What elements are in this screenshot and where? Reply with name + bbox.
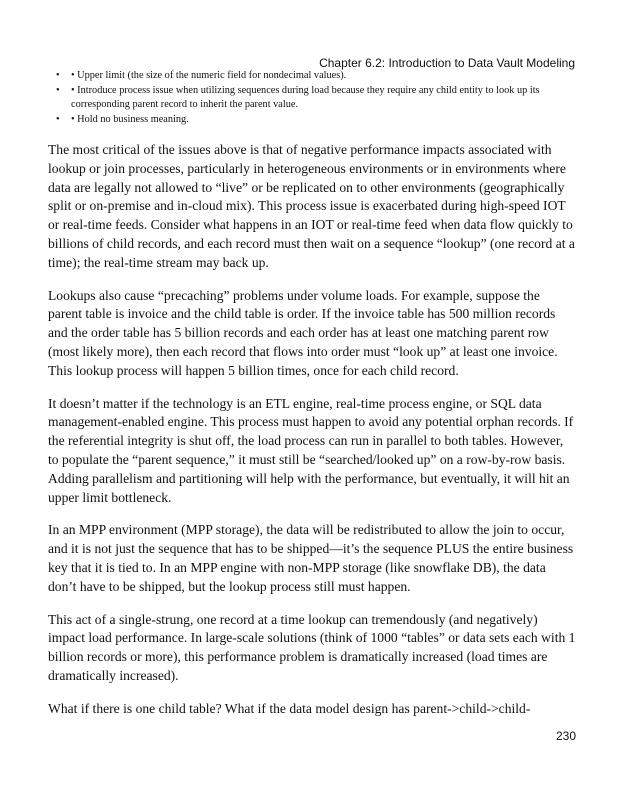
- paragraph: What if there is one child table? What if the data model design has parent->child->child-: [48, 700, 531, 716]
- paragraph: In an MPP environment (MPP storage), the data will be redistributed to allow the join to occur, and it is not just the sequence that has to be shipped—it’s the sequence PLUS the entire business key that it is tied to. In an MPP engine with non-MPP storage (like snowflake DB), the data don’t have to be shipped, but the lookup process still must happen.: [48, 522, 574, 594]
- bullet-item: [52, 84, 572, 113]
- bullet-item: [52, 69, 572, 84]
- bullet-marker: •: [56, 84, 60, 96]
- bullet-item: [52, 113, 572, 128]
- page-number: 230: [555, 729, 576, 743]
- bullet-list: [52, 69, 572, 127]
- paragraph: This act of a single-strung, one record at a time lookup can tremendously (and negatively) impact load performance. In large-scale solutions (think of 1000 “tables” or data sets each with 1 billion records or more), this performance problem is dramatically increased (load times are dramatically increased).: [48, 611, 576, 683]
- paragraph: It doesn’t matter if the technology is an ETL engine, real-time process engine, or SQL data management-enabled engine. This process must happen to avoid any potential orphan records. If the referential integrity is shut off, the load process can run in parallel to both tables. However, to populate the “parent sequence,” it must still be “searched/looked up” on a row-by-row basis. Adding parallelism and partitioning will help with the performance, but eventually, it will hit an upper limit bottleneck.: [48, 395, 574, 505]
- paragraph: The most critical of the issues above is that of negative performance impacts associated with lookup or join processes, particularly in heterogeneous environments or in environments where data are legally not allowed to “live” or be replicated on to other environments (geographically split or on-premise and in-cloud mix). This process issue is exacerbated during high-speed IOT or real-time feeds. Consider what happens in an IOT or real-time feed when data flow quickly to billions of child records, and each record must then wait on a sequence “lookup” (one record at a time); the real-time stream may back up.: [48, 142, 575, 270]
- running-header: Chapter 6.2: Introduction to Data Vault Modeling: [319, 56, 575, 70]
- bullet-text: • Introduce process issue when utilizing sequences during load because they require any child entity to look up its corresponding parent record to inherit the parent value.: [71, 84, 540, 110]
- bullet-text: • Upper limit (the size of the numeric field for nondecimal values).: [71, 70, 347, 81]
- bullet-text: • Hold no business meaning.: [71, 113, 189, 125]
- bullet-marker: •: [56, 70, 60, 81]
- paragraph: Lookups also cause “precaching” problems under volume loads. For example, suppose the parent table is invoice and the child table is order. If the invoice table has 500 million records and the order table has 5 billion records and each order has at least one matching parent row (most likely more), then each record that flows into order must “look up” at least one invoice. This lookup process will happen 5 billion times, once for each child record.: [48, 287, 558, 378]
- bullet-marker: •: [56, 113, 60, 125]
- body-text: [48, 141, 576, 733]
